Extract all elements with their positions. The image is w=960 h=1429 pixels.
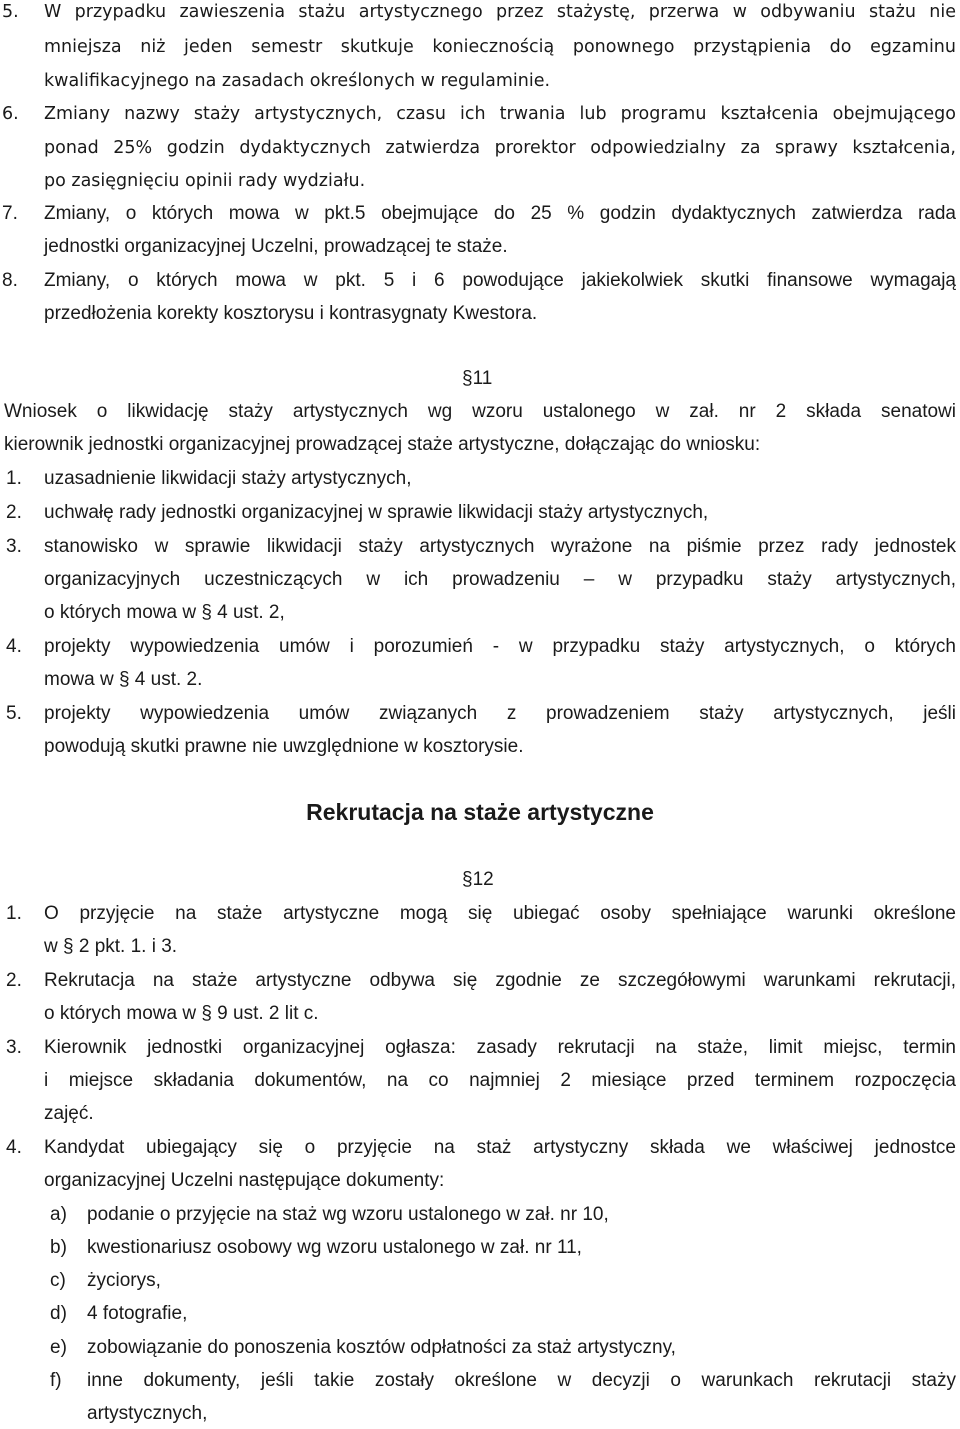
paragraph-line: po zasięgnięciu opinii rady wydziału. [44, 171, 366, 191]
section-heading: Rekrutacja na staże artystyczne [306, 799, 654, 825]
sub-list-letter: b) [50, 1237, 67, 1258]
list-number: 2. [6, 970, 22, 991]
paragraph-line: mniejsza niż jeden semestr skutkuje koniecznością ponownego przystąpienia do egzaminu [44, 37, 956, 57]
paragraph-line: uzasadnienie likwidacji staży artystycznych, [44, 468, 412, 489]
paragraph-line: artystycznych, [87, 1403, 208, 1424]
paragraph-line: mowa w § 4 ust. 2. [44, 669, 203, 690]
paragraph-line: zobowiązanie do ponoszenia kosztów odpłatności za staż artystyczny, [87, 1337, 676, 1358]
paragraph-line: kierownik jednostki organizacyjnej prowadzącej staże artystyczne, dołączając do wniosku: [4, 434, 761, 455]
paragraph-line: Zmiany nazwy staży artystycznych, czasu ich trwania lub programu kształcenia obejmującego [44, 104, 956, 124]
paragraph-line: Rekrutacja na staże artystyczne odbywa się zgodnie ze szczegółowymi warunkami rekrutacji, [44, 970, 956, 991]
paragraph-line: 4 fotografie, [87, 1303, 188, 1324]
paragraph-line: kwalifikacyjnego na zasadach określonych w regulaminie. [44, 71, 551, 91]
paragraph-line: Zmiany, o których mowa w pkt.5 obejmujące do 25 % godzin dydaktycznych zatwierdza rada [44, 203, 956, 224]
paragraph-line: organizacyjnych uczestniczących w ich prowadzeniu – w przypadku staży artystycznych, [44, 569, 956, 590]
list-number: 4. [6, 636, 22, 657]
paragraph-line: życiorys, [87, 1270, 161, 1291]
paragraph-line: inne dokumenty, jeśli takie zostały określone w decyzji o warunkach rekrutacji staży [87, 1370, 956, 1391]
paragraph-line: o których mowa w § 4 ust. 2, [44, 602, 285, 623]
list-number: 2. [6, 502, 22, 523]
paragraph-line: powodują skutki prawne nie uwzględnione w kosztorysie. [44, 736, 524, 757]
sub-list-letter: e) [50, 1337, 67, 1358]
paragraph-line: stanowisko w sprawie likwidacji staży artystycznych wyrażone na piśmie przez rady jednostek [44, 536, 956, 557]
list-number: 7. [2, 203, 18, 224]
paragraph-line: w § 2 pkt. 1. i 3. [44, 936, 178, 957]
paragraph-line: kwestionariusz osobowy wg wzoru ustalonego w zał. nr 11, [87, 1237, 582, 1258]
paragraph-line: ponad 25% godzin dydaktycznych zatwierdza prorektor odpowiedzialny za sprawy kształcenia, [44, 138, 956, 158]
list-number: 5. [6, 703, 22, 724]
paragraph-line: projekty wypowiedzenia umów i porozumień - w przypadku staży artystycznych, o których [44, 636, 956, 657]
paragraph-line: Zmiany, o których mowa w pkt. 5 i 6 powodujące jakiekolwiek skutki finansowe wymagają [44, 270, 956, 291]
section-mark: §12 [462, 869, 494, 890]
list-number: 3. [6, 536, 22, 557]
paragraph-line: i miejsce składania dokumentów, na co najmniej 2 miesiące przed terminem rozpoczęcia [44, 1070, 956, 1091]
sub-list-letter: f) [50, 1370, 62, 1391]
list-number: 1. [6, 468, 22, 489]
sub-list-letter: c) [50, 1270, 66, 1291]
paragraph-line: organizacyjnej Uczelni następujące dokumenty: [44, 1170, 445, 1191]
list-number: 8. [2, 270, 18, 291]
paragraph-line: jednostki organizacyjnej Uczelni, prowadzącej te staże. [44, 236, 508, 257]
paragraph-line: Kandydat ubiegający się o przyjęcie na staż artystyczny składa we właściwej jednostce [44, 1137, 956, 1158]
list-number: 4. [6, 1137, 22, 1158]
paragraph-line: W przypadku zawieszenia stażu artystycznego przez stażystę, przerwa w odbywaniu stażu nie [44, 2, 956, 22]
list-number: 3. [6, 1037, 22, 1058]
paragraph-line: Kierownik jednostki organizacyjnej ogłasza: zasady rekrutacji na staże, limit miejsc, termin [44, 1037, 956, 1058]
list-number: 5. [2, 2, 19, 22]
section-mark: §11 [462, 368, 493, 389]
paragraph-line: uchwałę rady jednostki organizacyjnej w sprawie likwidacji staży artystycznych, [44, 502, 709, 523]
sub-list-letter: a) [50, 1204, 67, 1225]
paragraph-line: podanie o przyjęcie na staż wg wzoru ustalonego w zał. nr 10, [87, 1204, 609, 1225]
list-number: 6. [2, 104, 19, 124]
paragraph-line: przedłożenia korekty kosztorysu i kontrasygnaty Kwestora. [44, 303, 538, 324]
list-number: 1. [6, 903, 22, 924]
sub-list-letter: d) [50, 1303, 67, 1324]
paragraph-line: Wniosek o likwidację staży artystycznych wg wzoru ustalonego w zał. nr 2 składa senatowi [4, 401, 956, 422]
paragraph-line: O przyjęcie na staże artystyczne mogą się ubiegać osoby spełniające warunki określone [44, 903, 956, 924]
paragraph-line: zajęć. [44, 1103, 94, 1124]
paragraph-line: projekty wypowiedzenia umów związanych z prowadzeniem staży artystycznych, jeśli [44, 703, 956, 724]
paragraph-line: o których mowa w § 9 ust. 2 lit c. [44, 1003, 319, 1024]
